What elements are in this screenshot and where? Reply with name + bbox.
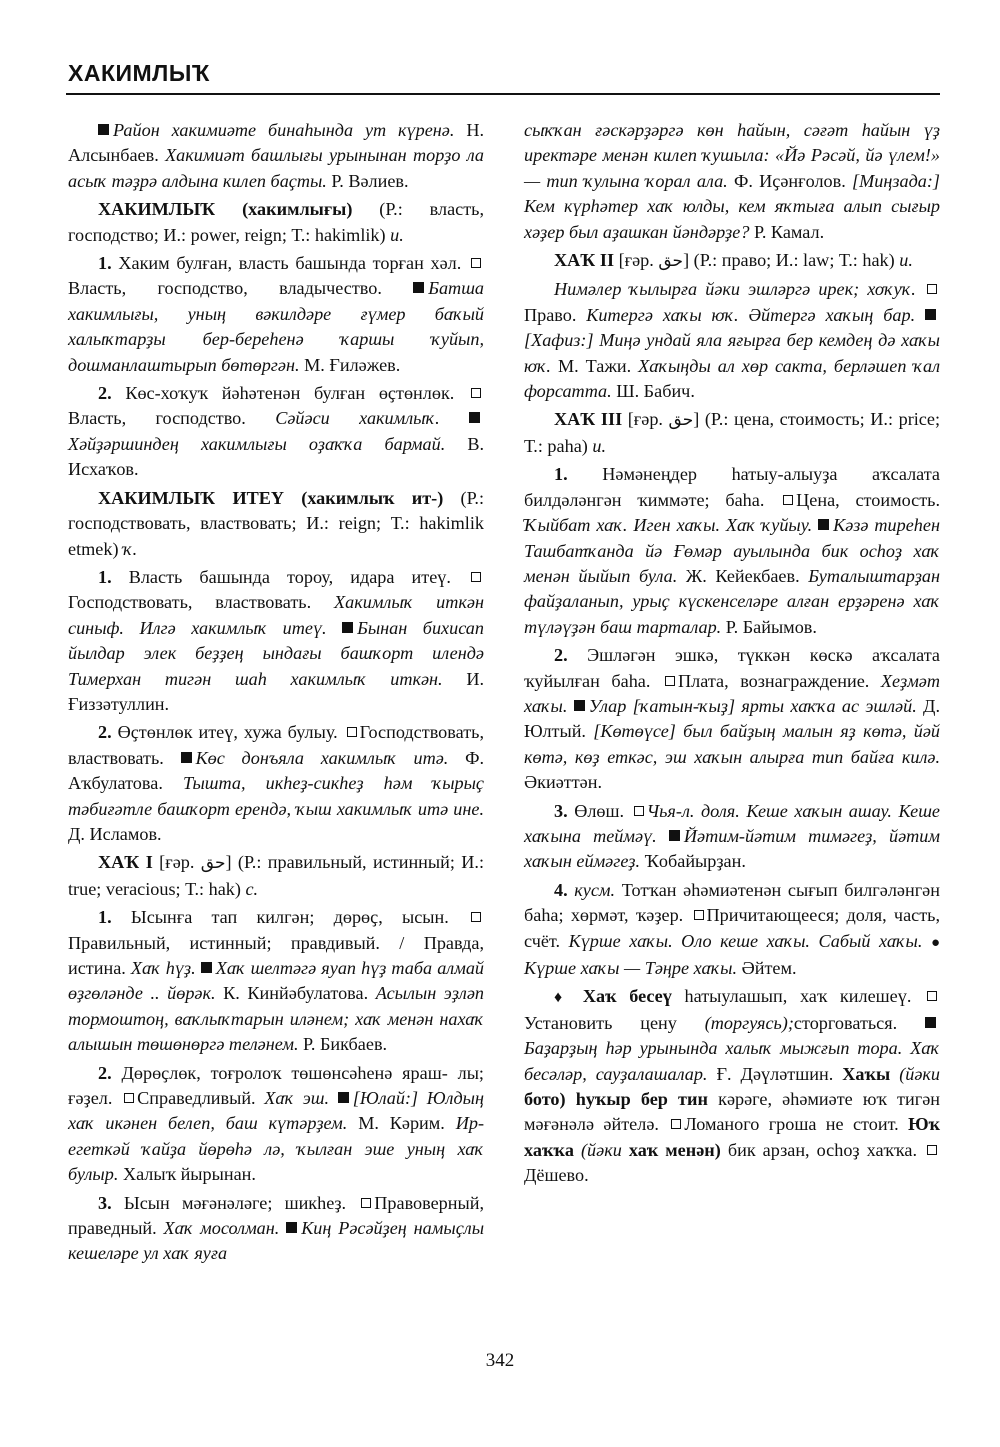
sense-number: 3.	[98, 1192, 112, 1213]
definition: кәрәге, әһәмиәте юҡ тигән мәғәнәлә әйтелә.	[524, 1089, 941, 1135]
part-of-speech: с.	[245, 878, 259, 899]
definition: Хаким булған, власть башында торған хәл.	[118, 253, 462, 274]
etymology: [ғәр.	[618, 250, 654, 271]
filled-square-icon	[413, 282, 424, 293]
example-text: Йәтим-йәтим тимәгеҙ, йәтим хаҡын еймәгеҙ.	[524, 825, 941, 872]
example-text: Ҡыйбат хаҡ. Иген хаҡы. Хаҡ ҡуйыу.	[524, 515, 813, 536]
example-text: Күрше хаҡы — Тәңре хаҡы.	[524, 958, 738, 978]
example-text: Улар [ҡатын-ҡыҙ] ярты хаҡҡа ас эшләй.	[588, 695, 917, 716]
open-square-icon	[471, 912, 481, 922]
source: И. Ғиззәтуллин.	[68, 668, 484, 714]
example-text: Кеше хаҡын ашау. Кеше хаҡына теймәү.	[524, 800, 941, 846]
part-of-speech: и.	[390, 224, 404, 245]
russian-translation: Власть, господство.	[68, 408, 246, 429]
idiom-headword: Хаҡ бесеү	[582, 986, 672, 1007]
example-text: Район хакимиәте бинаһында ут күренә.	[113, 120, 455, 140]
definition: Тотҡан әһәмиәтенән сығып билгәләнгән баһа; хөрмәт, ҡәҙер.	[524, 879, 940, 926]
open-square-icon	[927, 991, 937, 1001]
example-text: Буталыштарҙан файҙаланып, урыҫ күскенселәре алған ерҙәренә хаҡ түләүҙән баш тарталар.	[524, 565, 941, 637]
example-text: Асылын эҙләп тормоштоң, ваҡлыҡтарын иләнем; хаҡ менән нахаҡ алышын төшөнөргә теләнем.	[68, 983, 485, 1055]
source: В. Исхаҡов.	[68, 433, 485, 480]
example-text: сыҡҡан ғәскәрҙәргә көн һайын, сәғәт һайын үҙ иректәре менән килеп ҡушыла: «Йә Рәсәй, йә үлем!» — тип ҡулына ҡорал ала.	[524, 120, 940, 191]
source: Д. Исламов.	[68, 823, 162, 844]
filled-square-icon	[98, 124, 109, 135]
etymology-close: ]	[683, 250, 690, 271]
sense-number: 4.	[554, 879, 568, 900]
diamond-icon: ♦	[554, 989, 571, 1007]
open-square-icon	[927, 284, 937, 294]
sense-4	[524, 878, 940, 982]
example-text: Тышта, икһеҙ-сикһеҙ һәм ҡырыҫ тәбиғәтле башҡорт ерендә, ҡыш хакимлыҡ итә ине.	[68, 773, 484, 819]
example-text: Хаҡ эш.	[264, 1088, 330, 1109]
source: М. Кәрим.	[358, 1113, 445, 1134]
source: Н. Алсынбаев.	[68, 120, 484, 166]
example-text: Күрше хаҡы. Оло кеше хаҡы. Сабый хаҡы.	[568, 930, 923, 951]
filled-square-icon	[925, 309, 936, 320]
source: Ғ. Дәүләтшин.	[716, 1063, 834, 1084]
filled-square-icon	[818, 519, 829, 530]
sense-1	[68, 251, 484, 378]
example-text: [Көтөүсе] был байҙың малын яҙ көтә, йәй көтә, көҙ еткәс, эш хаҡын алырға тип байға килә.	[524, 721, 941, 767]
source: М. Ғиләжев.	[304, 354, 401, 375]
etymology: [ғәр.	[159, 852, 195, 873]
definition: Ысынға тап килгән; дөрөҫ, ысын.	[130, 907, 449, 928]
filled-square-icon	[574, 700, 585, 711]
russian-translation: Господствовать, властвовать.	[68, 722, 484, 768]
idiom-headword: Хаҡы	[842, 1063, 891, 1084]
headword: ХАҠ I	[98, 852, 153, 873]
idiom-headword: һуҡыр бер тин	[575, 1089, 708, 1110]
definition: Власть башында тороу, идара итеү.	[128, 566, 451, 587]
russian-translation: Справедливый.	[137, 1088, 256, 1109]
example-text: Хакимиәт башлығы урынынан торҙо ла асыҡ тәҙрә алдына килеп баҫты.	[68, 145, 484, 191]
sense-2	[524, 643, 940, 795]
gloss: (Р.: право; И.: law; Т.: hak)	[693, 250, 895, 271]
sense-3	[524, 799, 940, 875]
example-text: Хаҡ һүҙ.	[130, 958, 196, 978]
example-text: Кәзә тиреһен Ташбатҡанда йә Ғөмәр ауылында бик осһоҙ хаҡ менән йыйып була.	[524, 515, 940, 586]
definition: бик арзан, осһоҙ хаҡҡа.	[727, 1139, 918, 1160]
bullet-icon: ●	[930, 934, 941, 951]
source: Әйтем.	[741, 958, 797, 978]
filled-square-icon	[342, 622, 353, 633]
sense-body	[524, 277, 940, 404]
filled-square-icon	[181, 752, 192, 763]
source: Ҡобайырҙан.	[644, 851, 746, 872]
source: Ж. Кейекбаев.	[685, 565, 800, 586]
definition: Нимәлер ҡылырға йәки эшләргә ирек; хоҡуҡ.	[554, 279, 916, 300]
gloss: (Р.: правильный, истинный; И.: true; veracious; Т.: hak)	[68, 852, 485, 899]
idioms	[524, 984, 940, 1188]
definition: Эшләгән эшкә, түккән көскә аҡсалата ҡуйылған баһа.	[524, 645, 941, 691]
sense-number: 2.	[98, 722, 112, 743]
idiom-variant: (йәки	[899, 1063, 941, 1084]
russian-translation: Господствовать, властвовать.	[68, 592, 312, 613]
filled-square-icon	[338, 1092, 349, 1103]
definition: һатыулашып, хаҡ килешеү.	[684, 986, 912, 1007]
example-text: Көс донъяла хакимлыҡ итә.	[195, 747, 449, 768]
entry-hak-2	[524, 248, 940, 274]
usage-label: кусм.	[574, 879, 616, 900]
source: Халыҡ йырынан.	[122, 1164, 256, 1185]
open-square-icon	[665, 676, 675, 686]
entry-hakimlyk	[68, 197, 484, 248]
example-text: Китергә хаҡы юҡ. Әйтергә хаҡың бар.	[586, 304, 916, 325]
source: Р. Байымов.	[725, 616, 817, 637]
entry-hak-3	[524, 407, 940, 459]
header-rule	[66, 93, 940, 95]
sense-number: 1.	[98, 253, 112, 274]
sense-number: 2.	[98, 1062, 112, 1083]
sense-number: 3.	[554, 800, 568, 821]
example-text: [Миңзада:] Кем күрһәтер хаҡ юлды, кем яҡтыға алып сығыр хәҙер был аҙашкан йәндәрҙе?	[524, 170, 940, 242]
filled-square-icon	[286, 1222, 297, 1233]
russian-translation: Плата, вознаграждение.	[678, 670, 870, 691]
open-square-icon	[124, 1093, 134, 1103]
page-number: 342	[485, 1350, 515, 1371]
russian-translation: Правоверный, праведный.	[68, 1192, 485, 1239]
entry-continuation	[524, 118, 940, 245]
definition: Көс-хоҡуҡ йәһәтенән булған өҫтөнлөк.	[125, 383, 455, 404]
example-text: Бынан бихисап йылдар элек беҙҙең ындағы башҡорт илендә Тимерхан тигән шаһ хакимлыҡ иткән.	[68, 617, 484, 689]
idiom-variant: (йәки	[581, 1139, 622, 1160]
headword: ХАКИМЛЫҠ (хакимлығы)	[98, 199, 353, 220]
open-square-icon	[671, 1119, 681, 1129]
open-square-icon	[694, 910, 704, 920]
example-text: Сәйәси хакимлыҡ.	[275, 408, 440, 429]
arabic-script: حق	[658, 251, 684, 272]
definition: Дөрөҫлөк, тоғролоҡ төшөнсәһенә яраш- лы; ғәҙел.	[68, 1062, 484, 1109]
source: М. Тажи.	[557, 355, 632, 376]
example-text: Ир-егеткәй ҡайҙа йөрөһә лә, ҡылған эше уның хаҡ булыр.	[68, 1113, 485, 1185]
idiom-headword: хаҡ менән)	[628, 1139, 721, 1160]
sense-number: 1.	[554, 464, 568, 485]
example-text: Киң Рәсәйҙең намыҫлы кешеләре ул хаҡ яуға	[68, 1218, 485, 1264]
sense-2	[68, 381, 484, 483]
source: Ф. Иҫәнғолов.	[733, 170, 846, 191]
gloss: (Р.: власть, господство; И.: power, reign; Т.: hakimlik)	[68, 199, 485, 245]
sense-1	[68, 565, 484, 717]
example-text: [Хафиз:] Миңә ундай яла яғырға бер кемдең дә хаҡы юҡ.	[524, 330, 940, 376]
source: К. Кинйәбулатова.	[223, 983, 369, 1004]
example-text: Хаҡ мосолман.	[163, 1218, 280, 1239]
example-text: Батша хакимлығы, уның вәкилдәре ғүмер баҡый халыҡтарҙы бер-береһенә ҡаршы ҡуйып, дошманлаштырып бөтөргән.	[68, 278, 485, 375]
gloss: (Р.: господствовать, властвовать; И.: reign; Т.: hakimlik etmek)	[68, 487, 485, 559]
example-text: Хакимлыҡ иткән синыф. Илгә хакимлыҡ итеү.	[68, 592, 484, 638]
filled-square-icon	[469, 412, 480, 423]
sense-number: 1.	[98, 566, 112, 587]
russian-translation: Власть, господство, владычество.	[68, 278, 382, 299]
gloss: (Р.: цена, стоимость; И.: price; Т.: paha)	[524, 409, 941, 456]
etymology-close: ]	[693, 409, 700, 430]
russian-translation: Цена, стоимость.	[796, 489, 940, 510]
russian-translation: Чья-л. доля.	[646, 800, 740, 821]
open-square-icon	[361, 1198, 371, 1208]
russian-translation: Ломаного гроша не стоит.	[684, 1114, 899, 1135]
open-square-icon	[471, 258, 481, 268]
example-text: Хеҙмәт хаҡы.	[524, 670, 941, 716]
sense-3	[68, 1191, 484, 1267]
sense-1	[68, 905, 484, 1057]
russian-translation-note: (торгуясь);	[704, 1012, 794, 1033]
definition: Өлөш.	[574, 800, 625, 821]
etymology: [ғәр.	[627, 409, 663, 430]
russian-translation: Право.	[524, 304, 577, 325]
example-text: Баҙарҙың һәр урынында халыҡ мыжғып тора. Хаҡ бесәләр, сауҙалашалар.	[524, 1038, 940, 1084]
part-of-speech: и.	[899, 250, 913, 271]
example-text: [Юлай:] Юлдың хаҡ икәнен белеп, баш күтәрҙем.	[68, 1088, 485, 1134]
filled-square-icon	[669, 830, 680, 841]
etymology-close: ]	[225, 852, 232, 873]
entry-continuation	[68, 118, 484, 194]
open-square-icon	[471, 572, 481, 582]
example-text: Хаҡыңды ал хөр сакта, берләшеп ҡал форсатта.	[524, 355, 941, 402]
headword: ХАҠ III	[554, 409, 623, 430]
arabic-script: حق	[668, 410, 694, 431]
definition: Нәмәнеңдер һатыу-алыуҙа аҡсалата билдәләнгән ҡиммәте; баһа.	[524, 464, 940, 510]
entry-hak-1	[68, 850, 484, 902]
russian-translation: Правильный, истинный; правдивый. / Правда, истина.	[68, 932, 484, 978]
source: Әкиәттән.	[524, 772, 603, 793]
open-square-icon	[471, 388, 481, 398]
part-of-speech: и.	[592, 435, 607, 456]
filled-square-icon	[201, 962, 212, 973]
sense-2	[68, 720, 484, 847]
sense-1	[524, 462, 940, 640]
example-text: Хаҡ шелтәгә яуап һүҙ таба алмай өҙгөләнде .. йөрәк.	[68, 958, 485, 1004]
source: Р. Бикбаев.	[303, 1034, 388, 1055]
part-of-speech: ҡ.	[123, 538, 138, 559]
entry-hakimlyk-iteu	[68, 486, 484, 562]
definition: Ысын мәғәнәләге; шикһеҙ.	[123, 1192, 347, 1213]
source: Р. Камал.	[754, 221, 825, 242]
sense-2	[68, 1061, 484, 1188]
russian-translation: Причитающееся; доля, часть, счёт.	[524, 905, 940, 951]
running-head: ХАКИМЛЫҠ	[68, 60, 210, 86]
left-column	[68, 118, 484, 1270]
open-square-icon	[347, 727, 357, 737]
sense-number: 1.	[98, 907, 112, 928]
sense-number: 2.	[98, 383, 112, 404]
russian-translation: Установить цену	[524, 1012, 677, 1033]
headword: ХАҠ II	[554, 250, 615, 271]
right-column	[524, 118, 940, 1192]
source: Р. Вәлиев.	[331, 170, 409, 191]
arabic-script: حق	[200, 853, 226, 874]
headword: ХАКИМЛЫҠ ИТЕҮ (хакимлыҡ ит-)	[98, 487, 444, 508]
source: Д. Юлтый.	[524, 695, 940, 742]
open-square-icon	[634, 806, 644, 816]
idiom-headword: бото)	[524, 1089, 566, 1110]
open-square-icon	[927, 1145, 937, 1155]
definition: Өҫтөнлөк итеү, хужа булыу.	[117, 722, 338, 743]
russian-translation: Дёшево.	[524, 1165, 589, 1186]
open-square-icon	[783, 495, 793, 505]
sense-number: 2.	[554, 645, 568, 666]
source: Ш. Бабич.	[616, 381, 695, 402]
russian-translation: сторговаться.	[793, 1012, 898, 1033]
source: Ф. Аҡбулатова.	[68, 747, 484, 794]
idiom-headword: Юҡ хаҡҡа	[524, 1114, 941, 1160]
example-text: Хәйҙәршиндең хакимлығы оҙаҡҡа бармай.	[68, 433, 446, 454]
filled-square-icon	[925, 1017, 936, 1028]
